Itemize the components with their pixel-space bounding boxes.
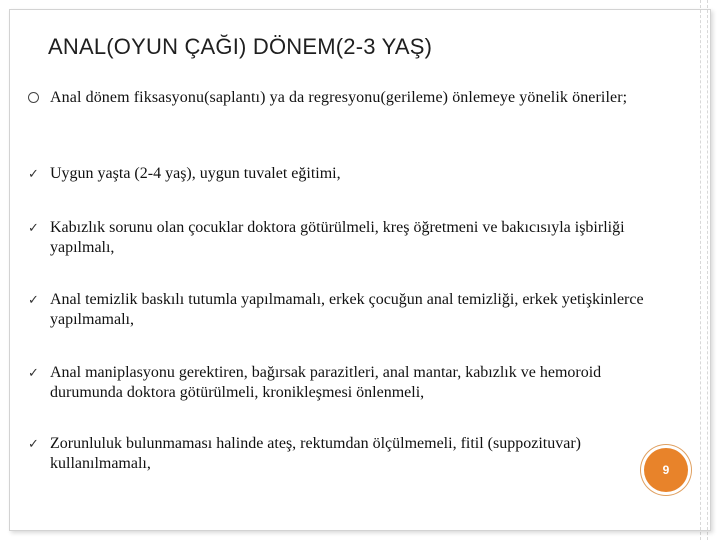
list-item: [28, 218, 668, 258]
list-item: [28, 363, 668, 403]
list-item: [28, 290, 668, 330]
list-item-intro: [28, 88, 668, 108]
circle-bullet-icon: [28, 92, 39, 103]
checkmark-icon: ✓: [28, 292, 39, 307]
list-item-text: Anal maniplasyonu gerektiren, bağırsak parazitleri, anal mantar, kabızlık ve hemoroid durumunda doktora götürülmeli, kronikleşmesi önlenmeli,: [50, 364, 602, 401]
list-item-text: Zorunluluk bulunmaması halinde ateş, rektumdan ölçülmemeli, fitil (suppozituvar) kullanılmamalı,: [50, 435, 581, 472]
checkmark-icon: ✓: [28, 220, 39, 235]
checkmark-icon: ✓: [28, 436, 39, 451]
checkmark-icon: ✓: [28, 166, 39, 181]
list-item: [28, 434, 628, 474]
page-number-badge: 9: [644, 448, 688, 492]
list-item-text: Kabızlık sorunu olan çocuklar doktora götürülmeli, kreş öğretmeni ve bakıcısıyla işbirliği yapılmalı,: [50, 219, 625, 256]
slide-title: ANAL(OYUN ÇAĞI) DÖNEM(2-3 YAŞ): [48, 34, 433, 59]
list-item-text: Anal dönem fiksasyonu(saplantı) ya da regresyonu(gerileme) önlemeye yönelik öneriler;: [50, 89, 628, 106]
list-item-text: Anal temizlik baskılı tutumla yapılmamalı, erkek çocuğun anal temizliği, erkek yetişkinlerce yapılmamalı,: [50, 291, 644, 328]
list-item: [28, 164, 668, 184]
checkmark-icon: ✓: [28, 365, 39, 380]
list-item-text: Uygun yaşta (2-4 yaş), uygun tuvalet eğitimi,: [50, 165, 341, 182]
